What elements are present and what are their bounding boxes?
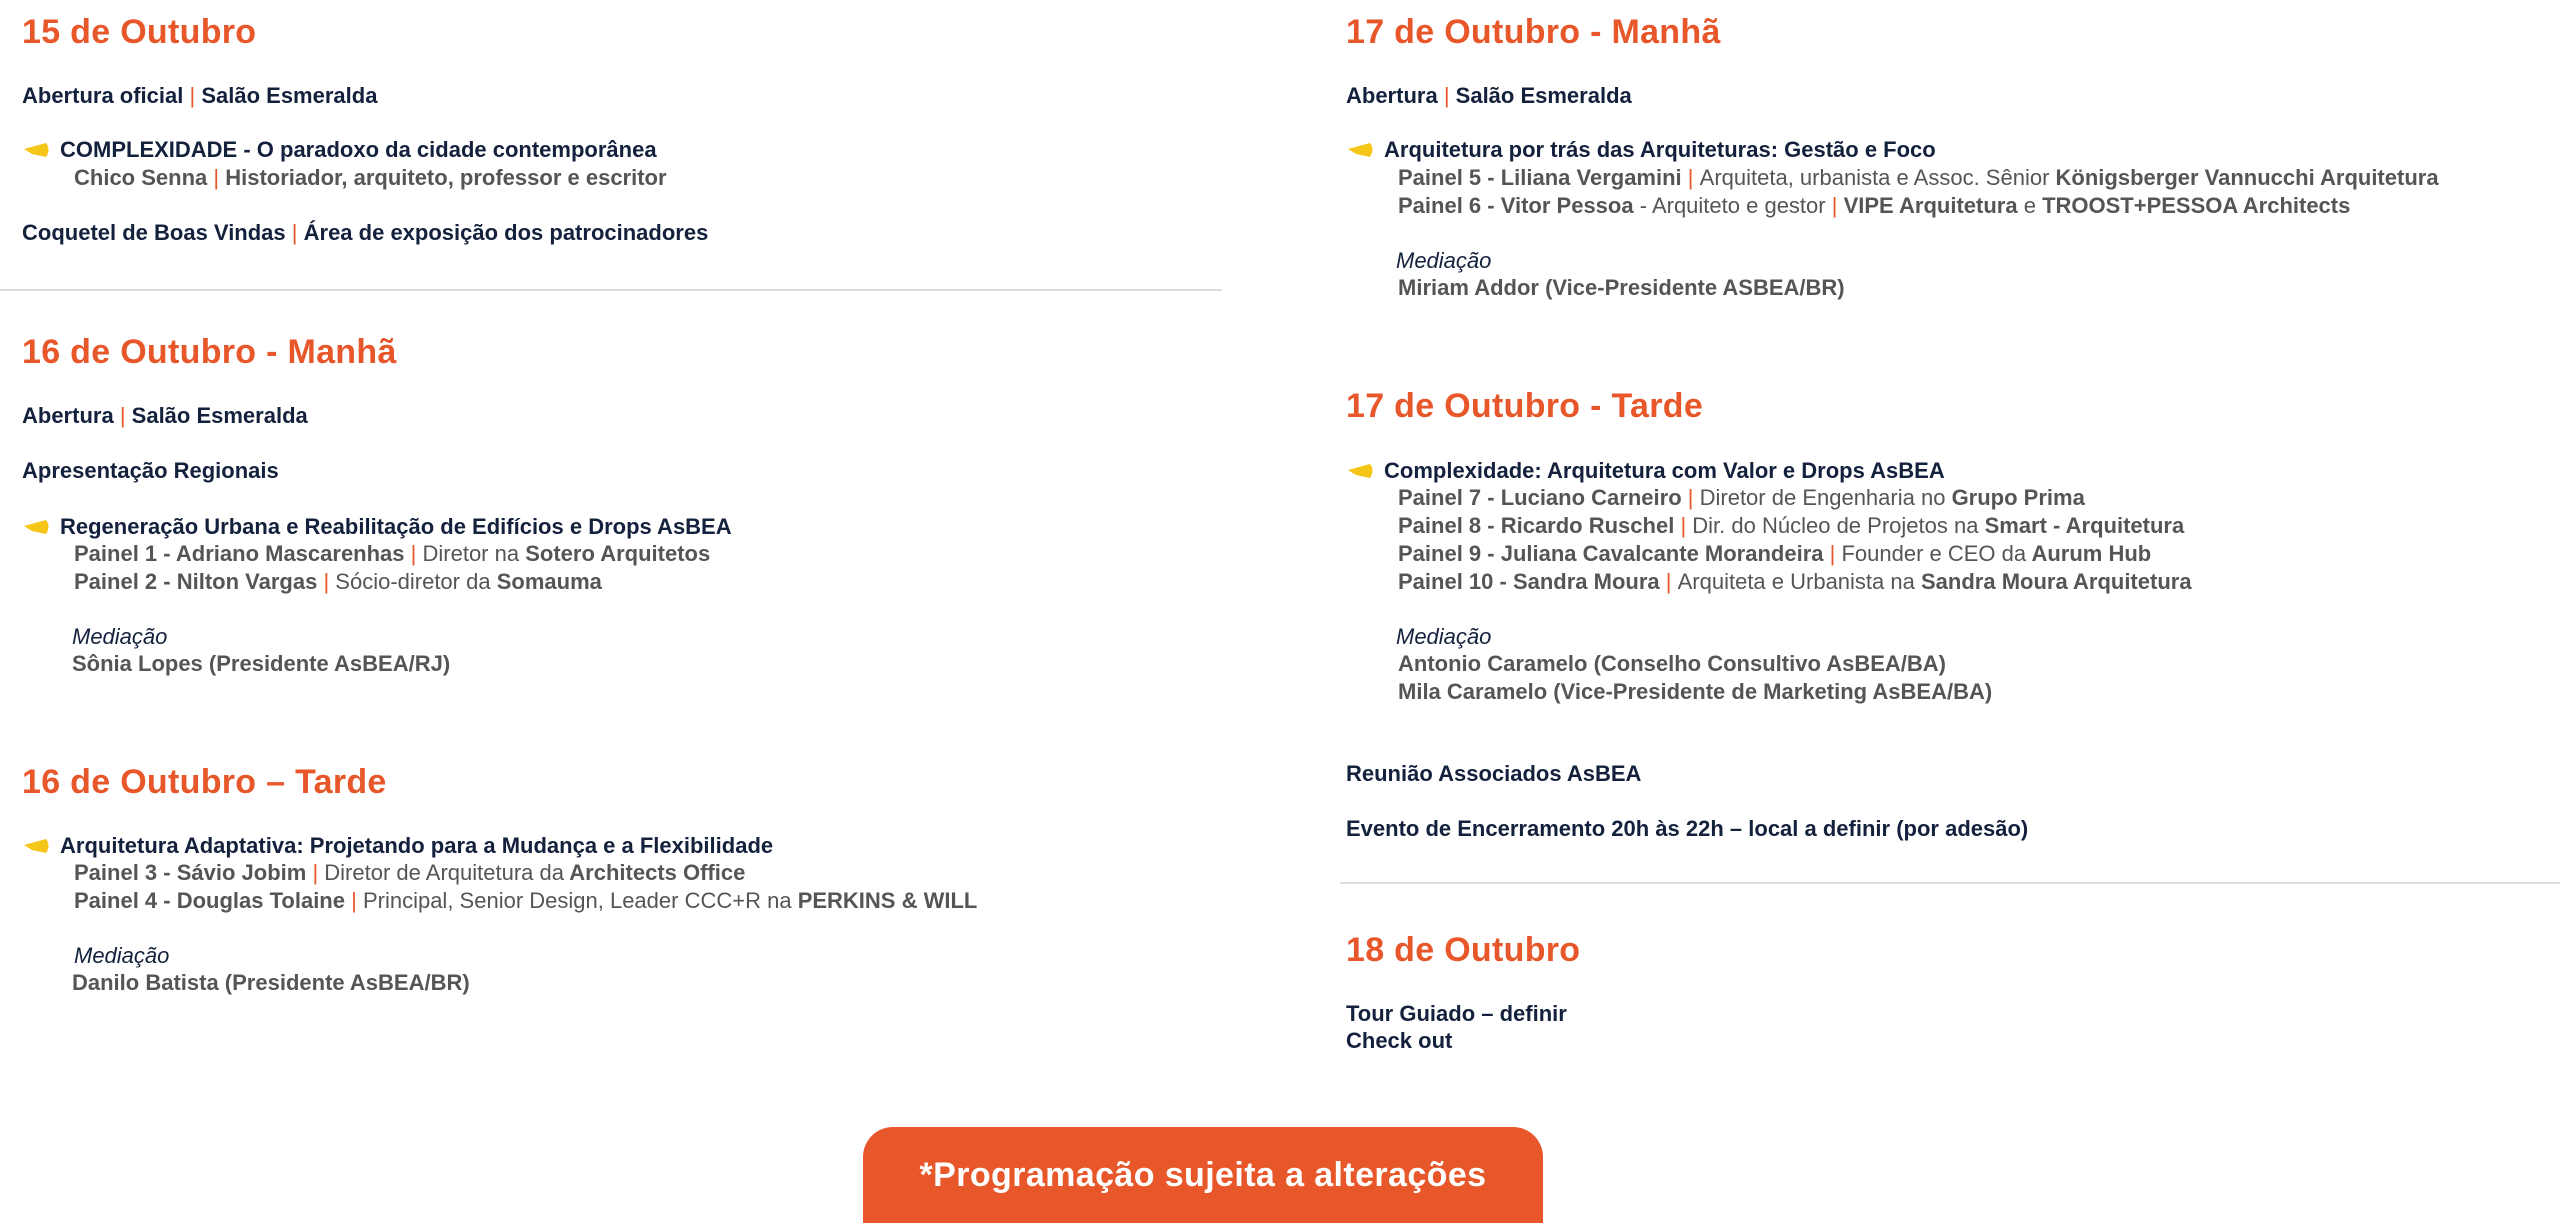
mediator: Sônia Lopes (Presidente AsBEA/RJ) [72,651,451,676]
guided-tour: Tour Guiado – definir [1346,1001,1567,1026]
day-17-morning-section [1346,12,1721,52]
mediator: Miriam Addor (Vice-Presidente ASBEA/BR) [1398,275,1845,300]
day-17-morning-title: 17 de Outubro - Manhã [1346,13,1721,51]
megaphone-icon [22,517,52,537]
day-17-afternoon-title: 17 de Outubro - Tarde [1346,387,1704,425]
megaphone-icon [1346,461,1376,481]
panel-5: Painel 5 - Liliana Vergamini | Arquiteta, urbanista e Assoc. Sênior Königsberger Vannucchi Arquitetura [1398,165,2439,190]
day-15-speaker: Chico Senna | Historiador, arquiteto, professor e escritor [74,165,667,190]
day-17-opening: Abertura | Salão Esmeralda [1346,83,1632,108]
day-18-section [1346,930,1580,970]
day-18-title: 18 de Outubro [1346,931,1581,969]
megaphone-icon [1346,140,1376,160]
panel-3: Painel 3 - Sávio Jobim | Diretor de Arquitetura da Architects Office [74,860,746,885]
mediation-label: Mediação [72,624,168,649]
day-17-afternoon-talk: Complexidade: Arquitetura com Valor e Drops AsBEA [1346,457,1945,485]
panel-1: Painel 1 - Adriano Mascarenhas | Diretor na Sotero Arquitetos [74,541,711,566]
divider-left [0,289,1222,291]
day-16-afternoon-title: 16 de Outubro – Tarde [22,763,387,801]
panel-9: Painel 9 - Juliana Cavalcante Morandeira | Founder e CEO da Aurum Hub [1398,541,2152,566]
members-meeting: Reunião Associados AsBEA [1346,761,1642,786]
day-16-afternoon-section [22,762,387,802]
day-16-morning-section [22,332,397,372]
divider-right [1340,882,2560,884]
panel-6: Painel 6 - Vitor Pessoa - Arquiteto e gestor | VIPE Arquitetura e TROOST+PESSOA Architects [1398,193,2351,218]
schedule-notice: *Programação sujeita a alterações [863,1127,1543,1223]
mediation-label: Mediação [1396,248,1492,273]
day-15-cocktail: Coquetel de Boas Vindas | Área de exposição dos patrocinadores [22,220,709,245]
check-out: Check out [1346,1028,1453,1053]
day-15-talk: COMPLEXIDADE - O paradoxo da cidade contemporânea [22,136,657,164]
megaphone-icon [22,836,52,856]
megaphone-icon [22,140,52,160]
mediation-label: Mediação [74,943,170,968]
mediator: Danilo Batista (Presidente AsBEA/BR) [72,970,470,995]
day-16-regional: Apresentação Regionais [22,458,279,483]
panel-8: Painel 8 - Ricardo Ruschel | Dir. do Núcleo de Projetos na Smart - Arquitetura [1398,513,2185,538]
day-16-morning-talk: Regeneração Urbana e Reabilitação de Edifícios e Drops AsBEA [22,513,732,541]
day-15-title: 15 de Outubro [22,13,257,51]
closing-event: Evento de Encerramento 20h às 22h – local a definir (por adesão) [1346,816,2029,841]
panel-10: Painel 10 - Sandra Moura | Arquiteta e Urbanista na Sandra Moura Arquitetura [1398,569,2192,594]
day-17-morning-talk: Arquitetura por trás das Arquiteturas: Gestão e Foco [1346,136,1936,164]
mediation-label: Mediação [1396,624,1492,649]
mediator: Antonio Caramelo (Conselho Consultivo AsBEA/BA) [1398,651,1946,676]
mediator: Mila Caramelo (Vice-Presidente de Marketing AsBEA/BA) [1398,679,1993,704]
panel-7: Painel 7 - Luciano Carneiro | Diretor de Engenharia no Grupo Prima [1398,485,2085,510]
panel-2: Painel 2 - Nilton Vargas | Sócio-diretor da Somauma [74,569,602,594]
day-15-section [22,12,256,52]
day-16-morning-title: 16 de Outubro - Manhã [22,333,397,371]
day-15-opening: Abertura oficial | Salão Esmeralda [22,83,378,108]
day-17-afternoon-section [1346,386,1703,426]
panel-4: Painel 4 - Douglas Tolaine | Principal, Senior Design, Leader CCC+R na PERKINS & WILL [74,888,978,913]
day-16-opening: Abertura | Salão Esmeralda [22,403,308,428]
day-16-afternoon-talk: Arquitetura Adaptativa: Projetando para a Mudança e a Flexibilidade [22,832,773,860]
